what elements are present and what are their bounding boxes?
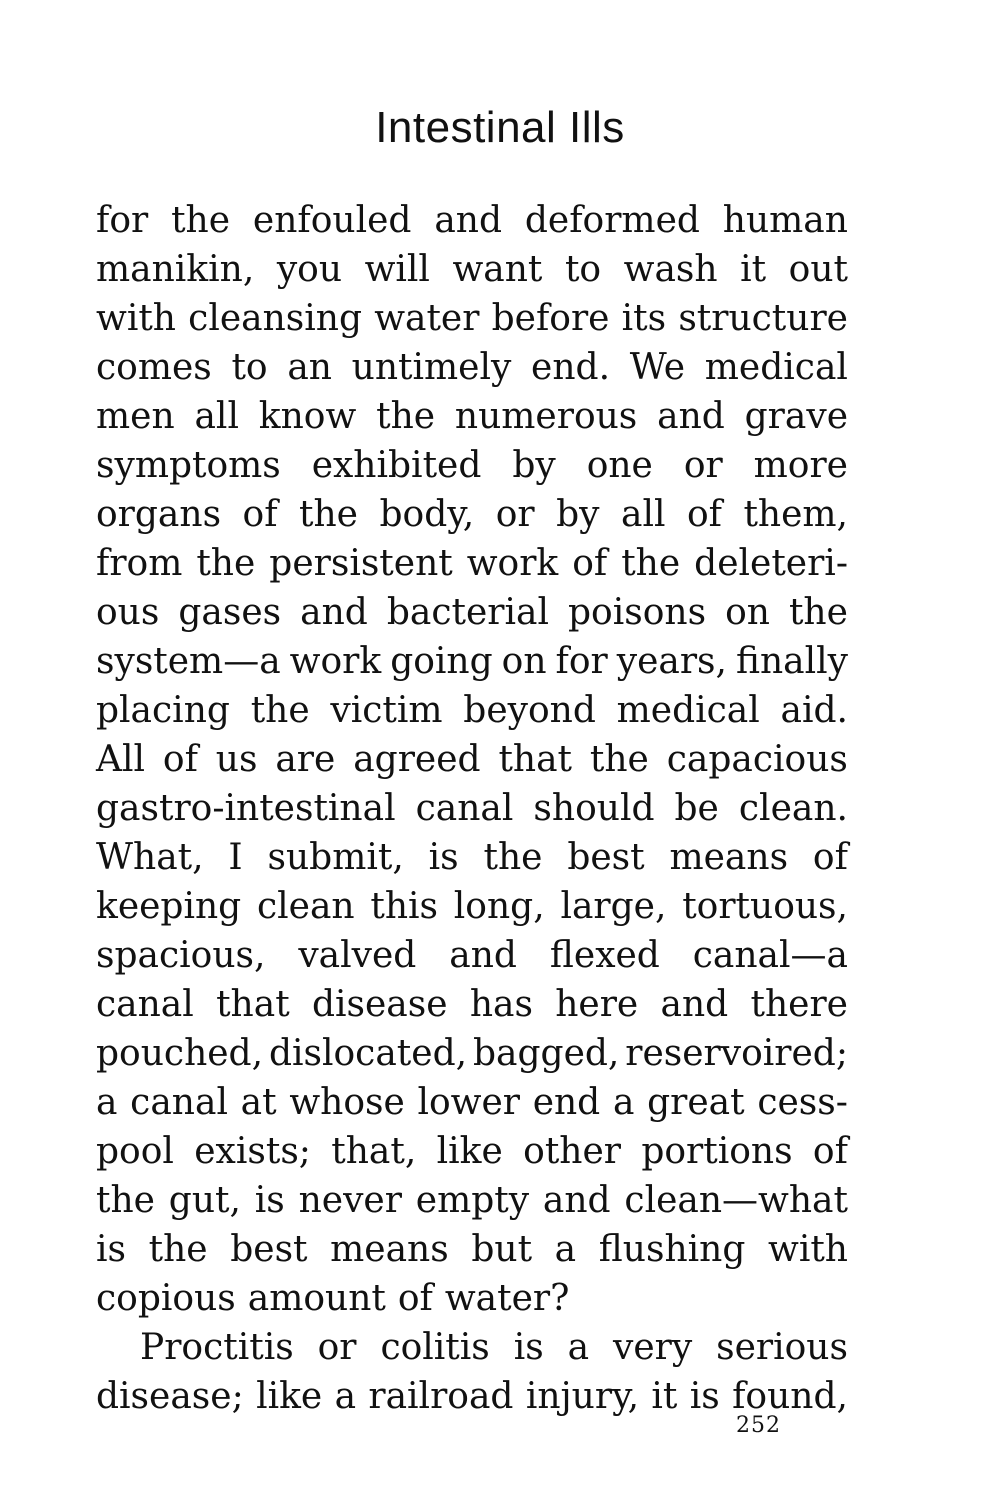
word: with [768, 1229, 848, 1270]
word: enfouled [252, 200, 412, 241]
word: found, [732, 1376, 848, 1417]
word: is [96, 1229, 126, 1270]
word: poisons [568, 592, 707, 633]
word: placing [96, 690, 230, 731]
word: the [589, 739, 649, 780]
word: and [300, 592, 368, 633]
word: a [567, 1327, 590, 1368]
word: submit, [267, 837, 404, 878]
word: is [254, 1180, 285, 1221]
word: of [397, 1278, 433, 1319]
word: by [556, 494, 600, 535]
word: serious [716, 1327, 848, 1368]
page-number: 252 [736, 1413, 781, 1438]
word: persistent [269, 543, 453, 584]
text-line [96, 245, 848, 294]
word: the [788, 592, 848, 633]
word: that [216, 984, 290, 1025]
word: its [621, 298, 667, 339]
word: comes [96, 347, 212, 388]
word: should [533, 788, 655, 829]
text-line [96, 686, 848, 735]
word: that [498, 739, 573, 780]
word: flexed [549, 935, 660, 976]
word: the [148, 1229, 208, 1270]
word: and [542, 1180, 611, 1221]
word: exists; [194, 1131, 311, 1172]
word: of [686, 494, 722, 535]
word: the [483, 837, 543, 878]
word: canal [96, 984, 194, 1025]
word: by [512, 445, 556, 486]
word: copious [96, 1278, 236, 1319]
word: clean [256, 886, 355, 927]
word: or [317, 1327, 357, 1368]
word: like [436, 1131, 503, 1172]
word: large, [560, 886, 667, 927]
word: grave [744, 396, 848, 437]
word: means [669, 837, 789, 878]
word: the [376, 396, 436, 437]
word: means [330, 1229, 449, 1270]
word: for [96, 200, 149, 241]
word: end [532, 1082, 601, 1123]
word: a [334, 1376, 357, 1417]
word: What, [96, 837, 204, 878]
word: before [491, 298, 610, 339]
word: this [370, 886, 439, 927]
word: bacterial [386, 592, 549, 633]
word: has [469, 984, 533, 1025]
word: spacious, [96, 935, 266, 976]
word: is [689, 1376, 720, 1417]
text-line [96, 1274, 848, 1323]
word: canal—a [692, 935, 848, 976]
text-line [96, 735, 848, 784]
word: it [651, 1376, 678, 1417]
word: body, [379, 494, 475, 535]
word: flushing [598, 1229, 746, 1270]
word: the [621, 543, 681, 584]
word: canal [415, 788, 514, 829]
word: long, [453, 886, 545, 927]
word: beyond [463, 690, 596, 731]
word: ous [96, 592, 160, 633]
word: gases [178, 592, 282, 633]
word: and [657, 396, 725, 437]
word: capacious [666, 739, 848, 780]
word: exhibited [311, 445, 482, 486]
word: work [289, 641, 382, 682]
word: or [683, 445, 723, 486]
word: colitis [380, 1327, 490, 1368]
word: injury, [525, 1376, 640, 1417]
word: agreed [353, 739, 481, 780]
word: on [501, 641, 547, 682]
word: numerous [454, 396, 638, 437]
word: one [586, 445, 653, 486]
word: never [298, 1180, 402, 1221]
word: of [812, 837, 848, 878]
text-line [96, 441, 848, 490]
word: symptoms [96, 445, 281, 486]
word: it [740, 249, 767, 290]
text-line [96, 1127, 848, 1176]
word: the [96, 1180, 155, 1221]
word: clean. [738, 788, 848, 829]
word: of [572, 543, 608, 584]
word: years, [616, 641, 727, 682]
word: valved [298, 935, 417, 976]
word: untimely [351, 347, 512, 388]
word: other [523, 1131, 621, 1172]
word: and [660, 984, 729, 1025]
word: medical [704, 347, 848, 388]
word: aid. [780, 690, 848, 731]
word: cleansing [188, 298, 363, 339]
text-line [96, 784, 848, 833]
word: I [228, 837, 243, 878]
text-line [96, 882, 848, 931]
word: to [564, 249, 602, 290]
text-line [96, 196, 848, 245]
word: to [231, 347, 268, 388]
word: the [299, 494, 358, 535]
word: us [215, 739, 258, 780]
word: a [96, 1082, 118, 1123]
word: very [613, 1327, 693, 1368]
word: pouched, [96, 1033, 264, 1074]
word: will [364, 249, 430, 290]
word: an [287, 347, 332, 388]
word: clean—what [624, 1180, 848, 1221]
text-line [96, 490, 848, 539]
word: tortuous, [682, 886, 848, 927]
word: or [495, 494, 535, 535]
word: pool [96, 1131, 174, 1172]
word: end. [531, 347, 611, 388]
word: organs [96, 494, 222, 535]
word: from [96, 543, 183, 584]
word: like [256, 1376, 323, 1417]
word: for [555, 641, 608, 682]
word: of [162, 739, 198, 780]
word: with [96, 298, 176, 339]
text-line [96, 539, 848, 588]
word: at [240, 1082, 277, 1123]
word: the [250, 690, 310, 731]
body-text [96, 196, 848, 1421]
word: railroad [368, 1376, 514, 1417]
text-line [96, 1078, 848, 1127]
word: are [275, 739, 336, 780]
word: a [554, 1229, 577, 1270]
word: them, [743, 494, 848, 535]
word: all [194, 396, 239, 437]
word: empty [415, 1180, 530, 1221]
word: men [96, 396, 175, 437]
word: wash [623, 249, 718, 290]
word: disease; [96, 1376, 244, 1417]
word: victim [330, 690, 443, 731]
word: and [434, 200, 503, 241]
word: manikin, [96, 249, 255, 290]
word: is [513, 1327, 544, 1368]
word: best [230, 1229, 308, 1270]
word: great [647, 1082, 745, 1123]
text-line [96, 637, 848, 686]
word: whose [289, 1082, 405, 1123]
word: bagged, [472, 1033, 620, 1074]
word: We [629, 347, 686, 388]
text-line [96, 1029, 848, 1078]
text-line [96, 1176, 848, 1225]
word: best [567, 837, 645, 878]
word: keeping [96, 886, 242, 927]
text-line [96, 980, 848, 1029]
word: be [674, 788, 719, 829]
word: amount [247, 1278, 386, 1319]
word: reservoired; [625, 1033, 848, 1074]
text-line [96, 1225, 848, 1274]
word: of [242, 494, 278, 535]
word: on [725, 592, 770, 633]
word: All [96, 739, 146, 780]
word: cess- [757, 1082, 848, 1123]
word: the [171, 200, 231, 241]
word: water [374, 298, 480, 339]
text-line [96, 392, 848, 441]
word: here [555, 984, 639, 1025]
running-head: Intestinal Ills [375, 103, 625, 152]
word: all [620, 494, 666, 535]
word: is [428, 837, 459, 878]
word: medical [616, 690, 760, 731]
word: that, [331, 1131, 417, 1172]
word: structure [678, 298, 848, 339]
word: know [258, 396, 357, 437]
word: of [812, 1131, 848, 1172]
text-line [96, 588, 848, 637]
word: finally [735, 641, 848, 682]
word: the [196, 543, 256, 584]
word: dislocated, [268, 1033, 468, 1074]
word: system—a [96, 641, 281, 682]
word: and [449, 935, 517, 976]
word: out [788, 249, 848, 290]
word: portions [641, 1131, 793, 1172]
word: there [750, 984, 848, 1025]
word: human [722, 200, 848, 241]
word: gut, [168, 1180, 241, 1221]
word: deformed [524, 200, 700, 241]
word: you [276, 249, 343, 290]
text-line [96, 294, 848, 343]
text-line [96, 931, 848, 980]
word: lower [417, 1082, 520, 1123]
word: gastro-intestinal [96, 788, 396, 829]
word: disease [311, 984, 448, 1025]
word: canal [130, 1082, 228, 1123]
word: work [466, 543, 559, 584]
word: deleteri- [694, 543, 848, 584]
text-line [96, 1323, 848, 1372]
word: Proctitis [140, 1327, 294, 1368]
text-line [96, 343, 848, 392]
word: but [471, 1229, 533, 1270]
word: a [612, 1082, 635, 1123]
word: more [753, 445, 848, 486]
word: going [390, 641, 493, 682]
text-line [96, 833, 848, 882]
word: want [452, 249, 543, 290]
word: water? [444, 1278, 570, 1319]
